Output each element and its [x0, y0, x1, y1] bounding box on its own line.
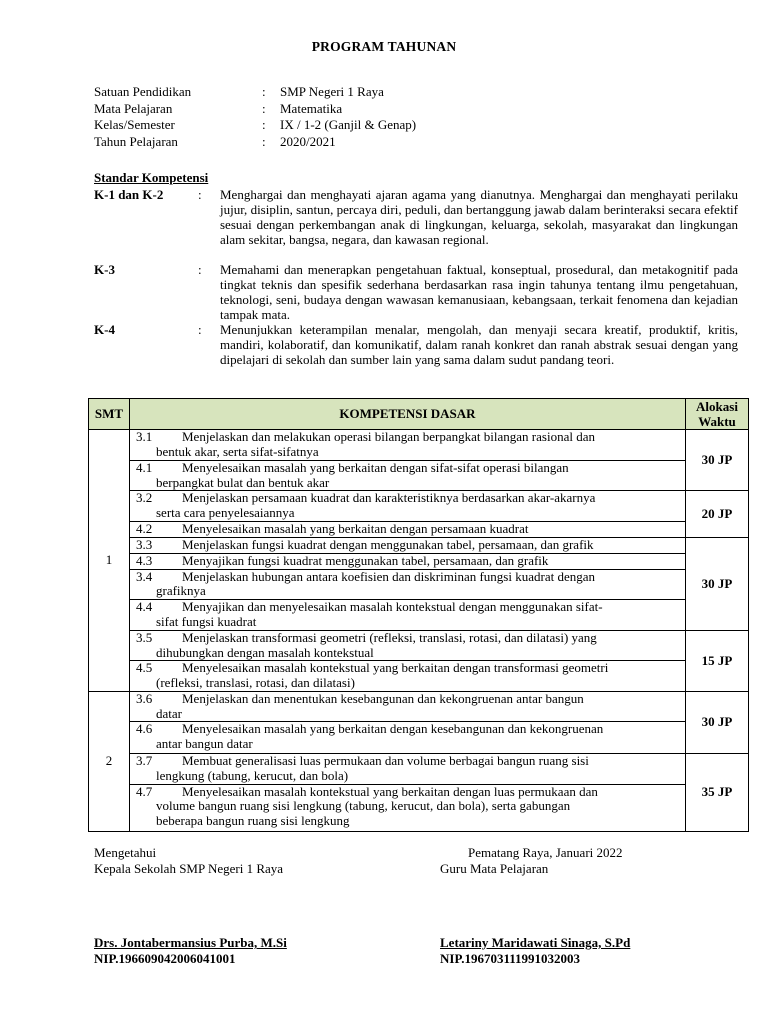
info-key: Kelas/Semester: [94, 117, 175, 133]
kd-cell: [130, 784, 686, 831]
table-row: [89, 599, 749, 630]
kd-text: Membuat generalisasi luas permukaan dan volume berbagai bangun ruang sisi: [182, 753, 589, 769]
kd-cell: [130, 754, 686, 784]
kd-text: Menyajikan fungsi kuadrat menggunakan tabel, persamaan, dan grafik: [182, 553, 549, 569]
kd-text: Menyelesaikan masalah kontekstual yang berkaitan dengan transformasi geometri: [182, 660, 609, 676]
semester-cell: 2: [89, 692, 130, 831]
kd-cell: [130, 692, 686, 722]
header-smt: SMT: [89, 399, 130, 430]
kompetensi-inti-k4: [94, 322, 738, 367]
kd-cell: [130, 522, 686, 538]
kd-cell: [130, 569, 686, 599]
kd-text-continued: antar bangun datar: [156, 735, 253, 751]
kompetensi-inti-k1-k2: [94, 187, 738, 247]
info-colon: :: [262, 117, 266, 133]
table-header-row: [89, 399, 749, 430]
kd-text: Menjelaskan dan melakukan operasi bilangan berpangkat bilangan rasional dan: [182, 429, 595, 444]
info-row: [94, 134, 416, 151]
principal-nip: NIP.196609042006041001: [94, 950, 236, 966]
ki-key: K-4: [94, 322, 115, 337]
kd-text: Menyajikan dan menyelesaikan masalah kontekstual dengan menggunakan sifat-: [182, 598, 603, 614]
signature-right-place-date: Pematang Raya, Januari 2022: [468, 845, 623, 860]
signature-left-identity: [94, 935, 287, 966]
info-value: IX / 1-2 (Ganjil & Genap): [280, 117, 417, 133]
kd-number: 4.3: [136, 553, 153, 569]
kd-number: 3.7: [136, 753, 153, 769]
header-alokasi-waktu: Alokasi Waktu: [686, 399, 749, 430]
info-colon: :: [262, 84, 266, 99]
table-row: [89, 784, 749, 831]
kd-cell: [130, 722, 686, 754]
principal-name: Drs. Jontabermansius Purba, M.Si: [94, 935, 287, 950]
kd-text: Menyelesaikan masalah yang berkaitan dengan persamaan kuadrat: [182, 521, 529, 537]
kd-text-continued: berpangkat bulat dan bentuk akar: [156, 474, 330, 490]
table-row: [89, 569, 749, 599]
table-row: [89, 491, 749, 522]
table-row: [89, 522, 749, 538]
kd-text-continued: grafiknya: [156, 583, 206, 599]
kd-text: Menjelaskan hubungan antara koefisien dan diskriminan fungsi kuadrat dengan: [182, 568, 595, 584]
kd-cell: [130, 491, 686, 522]
kd-cell: [130, 661, 686, 692]
table-row: [89, 692, 749, 722]
kd-number: 4.6: [136, 721, 153, 737]
kompetensi-dasar-table: [88, 398, 749, 832]
table-row: [89, 661, 749, 692]
info-colon: :: [262, 100, 266, 116]
standar-kompetensi-heading: Standar Kompetensi: [94, 170, 209, 185]
kd-text: Menjelaskan persamaan kuadrat dan karakteristiknya berdasarkan akar-akarnya: [182, 490, 596, 506]
kd-cell: [130, 599, 686, 630]
kd-text: Menyelesaikan masalah yang berkaitan dengan kesebangunan dan kekongruenan: [182, 721, 604, 737]
ki-key: K-3: [94, 262, 115, 277]
info-row: [94, 101, 416, 118]
kd-number: 4.2: [136, 521, 153, 537]
kd-number: 4.4: [136, 598, 153, 614]
ki-text: Memahami dan menerapkan pengetahuan faktual, konseptual, prosedural, dan metakognitif pada tingkat teknis dan spesifik sederhana berdasarkan rasa ingin tahunya tentang ilmu pengetahuan, teknologi, seni, budaya dengan wawasan kemanusiaan, kebangsaan, terkait fenomena dan kejadian tampak mata.: [220, 262, 738, 322]
teacher-nip: NIP.196703111991032003: [440, 950, 581, 966]
kd-number: 4.1: [136, 460, 153, 475]
kd-text: Menyelesaikan masalah yang berkaitan dengan sifat-sifat operasi bilangan: [182, 460, 569, 475]
info-value: 2020/2021: [280, 134, 336, 150]
alokasi-cell: 20 JP: [686, 491, 749, 538]
kd-text: Menjelaskan transformasi geometri (refleksi, translasi, rotasi, dan dilatasi) yang: [182, 629, 597, 645]
table-row: [89, 630, 749, 660]
table-row: [89, 461, 749, 491]
signature-left-line2: Kepala Sekolah SMP Negeri 1 Raya: [94, 860, 284, 876]
table-row: [89, 722, 749, 754]
info-row: [94, 84, 416, 101]
kompetensi-inti-k3: [94, 262, 738, 322]
kd-number: 3.4: [136, 568, 153, 584]
alokasi-cell: 30 JP: [686, 692, 749, 754]
ki-colon: :: [198, 262, 202, 277]
signature-right-line2: Guru Mata Pelajaran: [440, 860, 549, 876]
table-row: [89, 430, 749, 461]
table-row: [89, 754, 749, 784]
info-value: Matematika: [280, 100, 343, 116]
ki-text: Menunjukkan keterampilan menalar, mengolah, dan menyaji secara kreatif, produktif, kritis, mandiri, kolaboratif, dan komunikatif, dalam ranah konkret dan ranah abstrak sesuai dengan yang dipelajari di sekolah dan sumber lain yang sama dalam sudut pandang teori.: [220, 322, 738, 367]
signature-left-line1: Mengetahui: [94, 845, 157, 860]
signature-right: [440, 845, 623, 876]
signature-right-identity: [440, 935, 630, 966]
kd-text-continued: (refleksi, translasi, rotasi, dan dilatasi): [156, 674, 355, 690]
kd-text-continued: serta cara penyelesaiannya: [156, 504, 295, 520]
kd-cell: [130, 461, 686, 491]
kd-text-continued: beberapa bangun ruang sisi lengkung: [156, 812, 350, 828]
kd-number: 4.5: [136, 660, 153, 676]
kd-text-continued: lengkung (tabung, kerucut, dan bola): [156, 767, 349, 783]
kd-cell: [130, 538, 686, 554]
kd-text-continued: sifat fungsi kuadrat: [156, 613, 257, 629]
kd-text-continued: datar: [156, 705, 182, 721]
kd-text: Menjelaskan fungsi kuadrat dengan menggunakan tabel, persamaan, dan grafik: [182, 537, 594, 553]
kd-text-continued: bentuk akar, serta sifat-sifatnya: [156, 443, 319, 459]
semester-cell: 1: [89, 430, 130, 692]
header-kompetensi-dasar: KOMPETENSI DASAR: [130, 399, 686, 430]
kd-number: 3.1: [136, 429, 153, 444]
info-row: [94, 117, 416, 134]
ki-key: K-1 dan K-2: [94, 187, 164, 202]
kd-text: Menyelesaikan masalah kontekstual yang berkaitan dengan luas permukaan dan: [182, 783, 598, 799]
kd-cell: [130, 430, 686, 461]
document-title: PROGRAM TAHUNAN: [311, 39, 457, 54]
kd-cell: [130, 554, 686, 570]
kd-number: 3.5: [136, 629, 153, 645]
info-key: Tahun Pelajaran: [94, 134, 178, 150]
alokasi-cell: 15 JP: [686, 630, 749, 691]
kd-cell: [130, 630, 686, 660]
alokasi-cell: 35 JP: [686, 754, 749, 831]
table-row: [89, 538, 749, 554]
signature-left: [94, 845, 283, 876]
info-key: Satuan Pendidikan: [94, 84, 192, 99]
kd-text-continued: dihubungkan dengan masalah kontekstual: [156, 644, 374, 660]
info-colon: :: [262, 134, 266, 150]
kd-number: 4.7: [136, 783, 153, 799]
kd-number: 3.3: [136, 537, 153, 553]
info-value: SMP Negeri 1 Raya: [280, 84, 384, 99]
identity-block: [94, 84, 416, 151]
teacher-name: Letariny Maridawati Sinaga, S.Pd: [440, 935, 631, 950]
ki-colon: :: [198, 187, 202, 202]
ki-text: Menghargai dan menghayati ajaran agama yang dianutnya. Menghargai dan menghayati perilaku jujur, disiplin, santun, percaya diri, peduli, dan bertanggung jawab dalam berinteraksi secara efektif sesuai dengan perkembangan anak di lingkungan, keluarga, sekolah, masyarakat dan lingkungan alam sekitar, bangsa, negara, dan kawasan regional.: [220, 187, 738, 247]
kd-number: 3.6: [136, 691, 153, 707]
alokasi-cell: 30 JP: [686, 430, 749, 491]
ki-colon: :: [198, 322, 202, 337]
kd-number: 3.2: [136, 490, 153, 506]
kd-text: Menjelaskan dan menentukan kesebangunan dan kekongruenan antar bangun: [182, 691, 584, 707]
kd-text-continued: volume bangun ruang sisi lengkung (tabung, kerucut, dan bola), serta gabungan: [156, 798, 571, 814]
alokasi-cell: 30 JP: [686, 538, 749, 631]
info-key: Mata Pelajaran: [94, 100, 173, 116]
table-row: [89, 554, 749, 570]
